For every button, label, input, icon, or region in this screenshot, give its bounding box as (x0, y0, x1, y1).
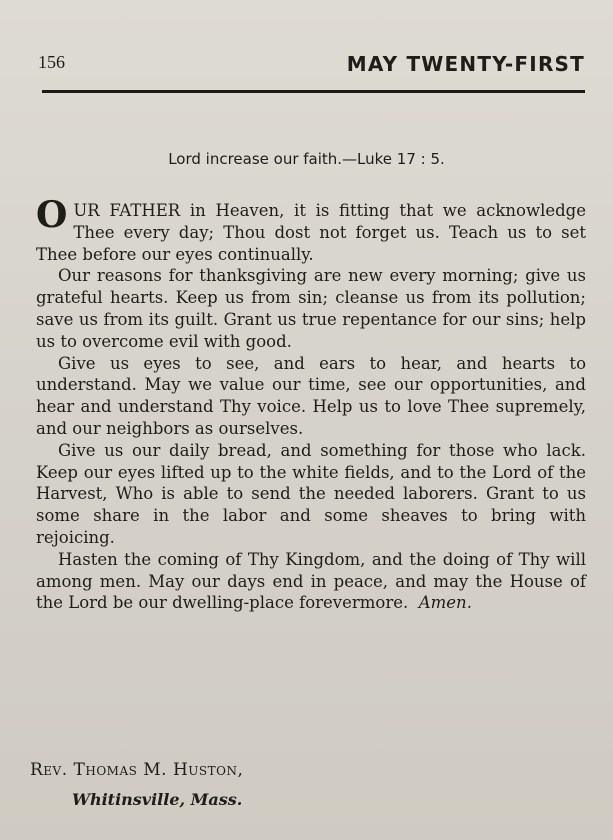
header-rule (42, 90, 585, 93)
author-location: Whitinsville, Mass. (72, 790, 243, 809)
drop-cap: O (36, 194, 68, 236)
scripture-verse: Lord increase our faith.—Luke 17 : 5. (168, 150, 445, 168)
prayer-paragraph-text: Hasten the coming of Thy Kingdom, and the doing of Thy will among men. May our days end in peace, and may the House of the Lord be our dwelling-place forevermore. (36, 549, 586, 613)
page-number: 156 (38, 52, 65, 72)
amen-text: Amen. (418, 593, 472, 613)
prayer-paragraph-text: UR FATHER in Heaven, it is fitting that we acknowledge Thee every day; Thou dost not forget us. Teach us to set Thee before our eyes continually. (36, 201, 586, 264)
page-header (38, 52, 585, 92)
page-title: MAY TWENTY-FIRST (346, 52, 585, 76)
prayer-text (36, 194, 586, 614)
prayer-paragraph: Give us our daily bread, and something for those who lack. Keep our eyes lifted up to the white fields, and to the Lord of the Harvest, Who is able to send the needed laborers. Grant to us some share in the labor and some sheaves to bring with rejoicing. (36, 440, 586, 547)
prayer-paragraph (36, 549, 586, 614)
prayer-paragraph: Give us eyes to see, and ears to hear, and hearts to understand. May we value our time, see our opportunities, and hear and understand Thy voice. Help us to love Thee supremely, and our neighbors as ourselves. (36, 353, 586, 438)
prayer-paragraph: Our reasons for thanksgiving are new every morning; give us grateful hearts. Keep us from sin; cleanse us from its pollution; save us from its guilt. Grant us true repentance for our sins; help us to overcome evil with good. (36, 266, 586, 351)
author-name: Rev. Thomas M. Huston, (30, 760, 244, 780)
prayer-paragraph (36, 194, 586, 265)
